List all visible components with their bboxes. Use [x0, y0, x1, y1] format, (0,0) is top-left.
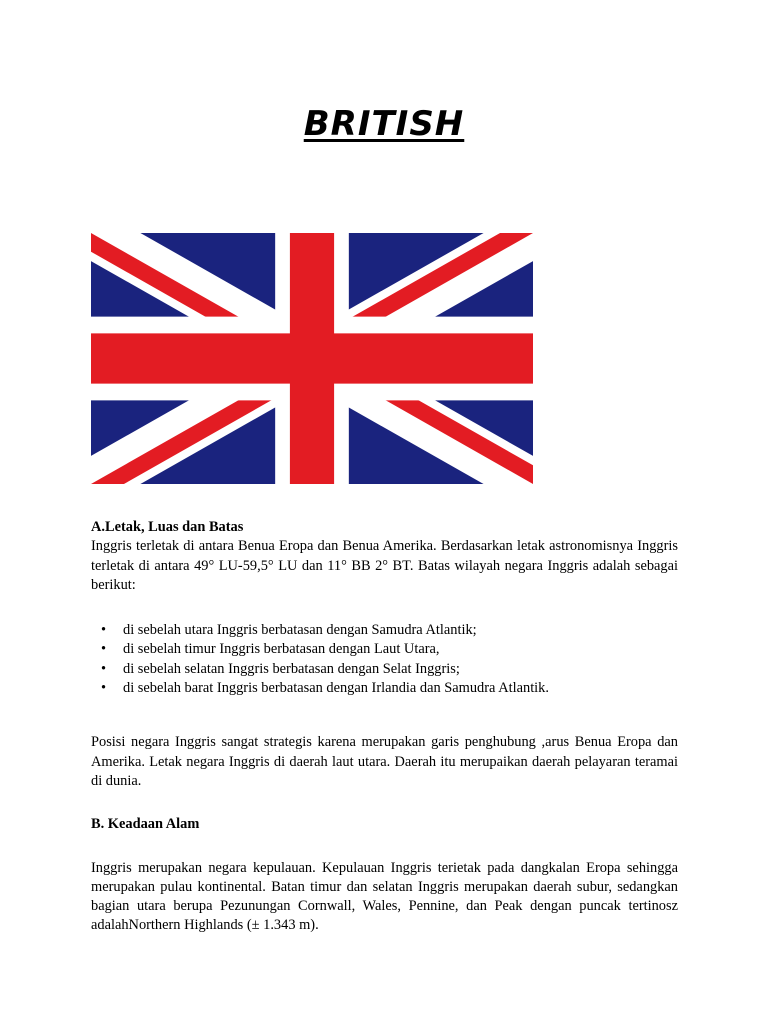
list-item: • di sebelah timur Inggris berbatasan dengan Laut Utara,	[123, 640, 678, 659]
section-b-paragraph: Inggris merupakan negara kepulauan. Kepulauan Inggris terietak pada dangkalan Eropa sehingga merupakan pulau kontinental. Batan timur dan selatan Inggris merupakan daerah subur, sedangkan bagian utara berupa Pezunungan Cornwall, Wales, Pennine, dan Peak dengan puncak tertinosz adalahNorthern Highlands (± 1.343 m).	[91, 859, 678, 934]
list-item: • di sebelah selatan Inggris berbatasan dengan Selat Inggris;	[123, 660, 678, 679]
section-a-paragraph: Inggris terletak di antara Benua Eropa dan Benua Amerika. Berdasarkan letak astronomisnya Inggris terletak di antara 49° LU-59,5° LU dan 11° BB 2° BT. Batas wilayah negara Inggris adalah sebagai berikut:	[91, 538, 678, 593]
position-paragraph: Posisi negara Inggris sangat strategis karena merupakan garis penghubung ,arus Benua Eropa dan Amerika. Letak negara Inggris di daerah laut utara. Daerah itu merupaikan daerah pelayaran teramai di dunia.	[91, 734, 678, 789]
section-b-heading: B. Keadaan Alam	[91, 816, 200, 833]
section-a-heading: A.Letak, Luas dan Batas	[91, 519, 244, 535]
union-jack-flag-image	[91, 233, 533, 484]
page-title: BRITISH	[303, 104, 465, 144]
list-item: • di sebelah barat Inggris berbatasan dengan Irlandia dan Samudra Atlantik.	[123, 679, 678, 698]
list-item: • di sebelah utara Inggris berbatasan dengan Samudra Atlantik;	[123, 621, 678, 640]
flag-svg	[91, 233, 533, 484]
document-body	[91, 518, 678, 936]
borders-list	[91, 621, 678, 698]
